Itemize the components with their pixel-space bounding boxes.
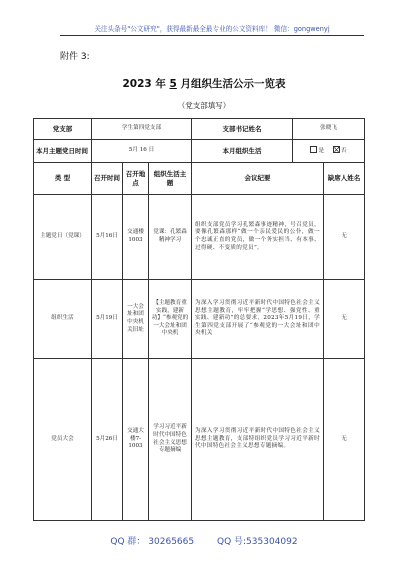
title-pre: 2023 年 — [122, 78, 170, 90]
row-place: 一大会址和团中央机关旧址 — [123, 280, 149, 359]
row-place: 交通大楼7-1003 — [123, 359, 149, 521]
col-type-header: 类 型 — [34, 163, 92, 195]
row-type: 主题党日（党课） — [34, 195, 92, 280]
branch-label: 党支部 — [34, 119, 92, 140]
row-type: 组织生活 — [34, 280, 92, 359]
table-row — [34, 359, 365, 521]
row-type: 党员大会 — [34, 359, 92, 521]
col-absent-header: 缺席人姓名 — [324, 163, 365, 195]
title-month: 5 — [169, 78, 177, 90]
row-topic: 学习习近平新时代中国特色社会主义思想专题摘编 — [149, 359, 192, 521]
row-time: 5月19日 — [92, 280, 123, 359]
row-topic: 【主题教育重实践，建新功】“参观党的一大会址和团中央机 — [149, 280, 192, 359]
row-topic: 党课：孔繁森精神学习 — [149, 195, 192, 280]
yes-checkbox[interactable] — [310, 146, 317, 153]
col-topic-header: 组织生活主题 — [149, 163, 192, 195]
top-banner: 关注头条号"公文研究"，获得最新最全最专业的公文资料库！ 微信：gongwenyj — [94, 25, 330, 33]
table-row — [34, 280, 365, 359]
row-minutes: 为深入学习贯彻习近平新时代中国特色社会主义思想主题教育，牢牢把握“学思想、强党性、重实践、建新功”的总要求，2023年5月19日，学生第四党支部开展了“参观党的一大会址和团中央机关 — [192, 280, 324, 359]
org-life-table — [33, 118, 365, 521]
secretary-label: 支部书记姓名 — [192, 119, 293, 140]
annex-label: 附件 3: — [60, 52, 90, 62]
subtitle: （党支部填写） — [177, 101, 231, 110]
branch-row — [34, 119, 365, 140]
org-life-checkboxes — [293, 140, 365, 163]
yes-label: 是 — [318, 148, 325, 155]
footer-qq: QQ 号:535304092 — [216, 537, 298, 547]
secretary-value: 张晓飞 — [293, 119, 365, 140]
col-time-header: 召开时间 — [92, 163, 123, 195]
row-minutes: 为深入学习贯彻习近平新时代中国特色社会主义思想主题教育，支部特组织党员学习习近平新时代中国特色社会主义思想专题摘编。 — [192, 359, 324, 521]
branch-value: 学生第四党支部 — [92, 119, 192, 140]
row-absent: 无 — [324, 195, 365, 280]
row-absent: 无 — [324, 359, 365, 521]
header-rule — [60, 35, 364, 36]
theme-date-label: 本月主题党日时间 — [34, 140, 92, 163]
header-row — [34, 163, 365, 195]
row-time: 5月26日 — [92, 359, 123, 521]
footer-contacts — [0, 534, 408, 547]
org-life-label: 本月组织生活 — [192, 140, 293, 163]
page-title — [0, 76, 408, 91]
no-checkbox[interactable] — [333, 146, 340, 153]
theme-date-value: 5月 16 日 — [92, 140, 192, 163]
row-place: 交通楼1003 — [123, 195, 149, 280]
footer-qq-group: QQ 群： 30265665 — [110, 537, 195, 547]
theme-date-row — [34, 140, 365, 163]
row-absent: 无 — [324, 280, 365, 359]
table-row — [34, 195, 365, 280]
row-time: 5月16日 — [92, 195, 123, 280]
row-minutes: 组织支部党员学习孔繁森事迹精神，号召党员，要像孔繁森那样“做一个亲民爱民的公仆，做一个忠诚正直的党员，做一个务实担当、有本事、过得硬、不变质的党员”。 — [192, 195, 324, 280]
col-place-header: 召开地点 — [123, 163, 149, 195]
col-minutes-header: 会议纪要 — [192, 163, 324, 195]
title-post: 月组织生活公示一览表 — [176, 78, 286, 90]
no-label: 否 — [340, 148, 347, 155]
